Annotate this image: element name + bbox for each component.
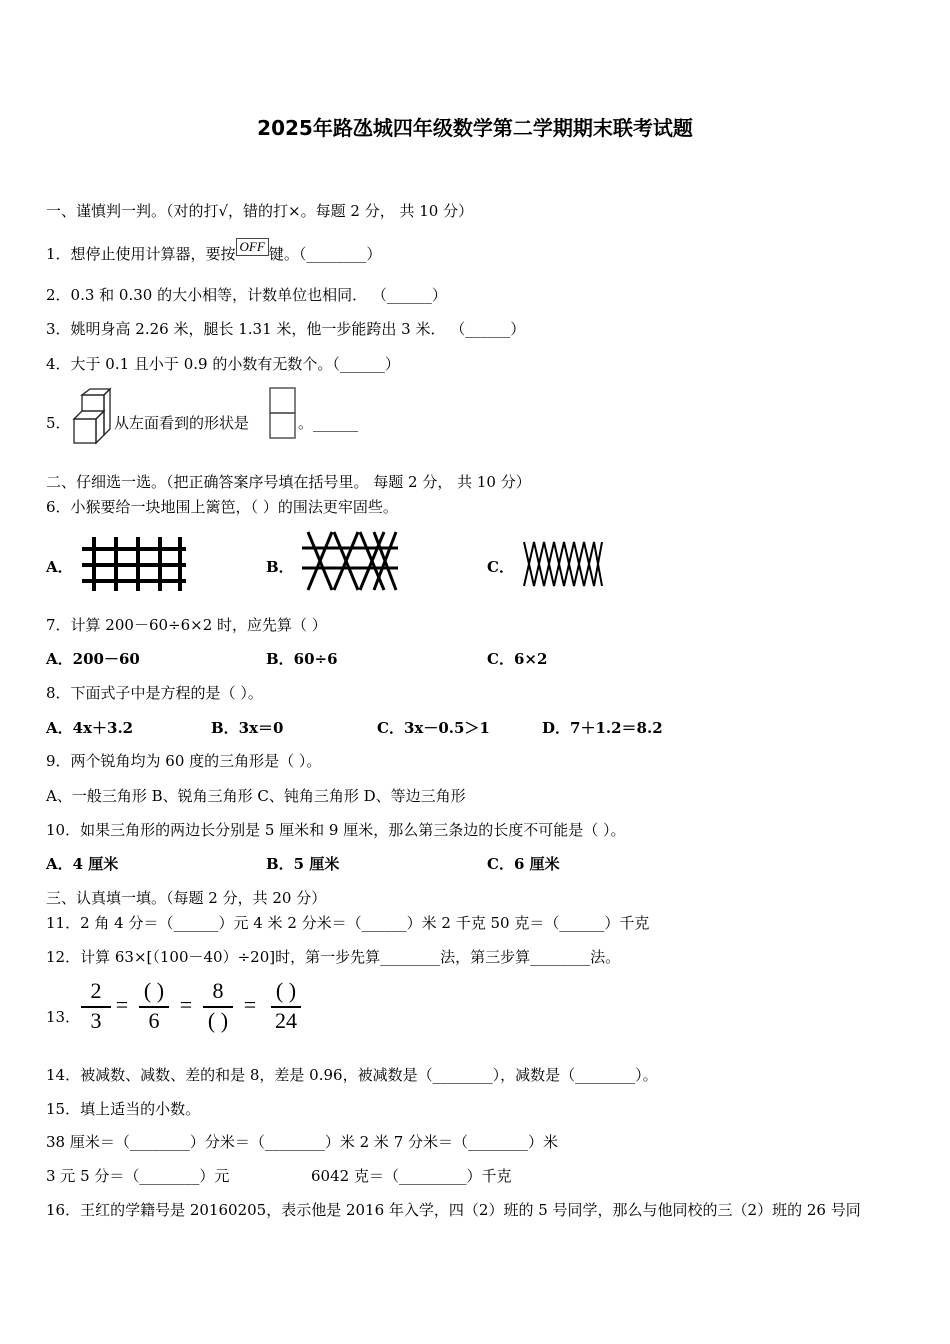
q5-end: 。______: [298, 414, 359, 432]
q13-number: 13．: [46, 1008, 81, 1026]
equals-1: =: [115, 992, 129, 1017]
q10-option-b: B．5 厘米: [266, 855, 340, 873]
q1-post: 键。（________）: [268, 245, 382, 263]
q5-text: 从左面看到的形状是: [114, 414, 250, 432]
cube-stack-icon: [70, 387, 112, 447]
question-8: 8．下面式子中是方程的是（ ）。: [46, 684, 263, 702]
q5-number: 5．: [46, 414, 71, 432]
question-7: 7．计算 200－60÷6×2 时，应先算（ ）: [46, 616, 327, 634]
grid-fence-icon: [80, 535, 190, 593]
q8-option-c: C．3x－0.5＞1: [377, 719, 490, 737]
question-14: 14．被减数、减数、差的和是 8，差是 0.96，被减数是（________），减数是（________）。: [46, 1066, 658, 1084]
off-key-icon: OFF: [236, 238, 269, 256]
question-3: 3．姚明身高 2.26 米，腿长 1.31 米，他一步能跨出 3 米． （______）: [46, 320, 526, 338]
diamond-fence-icon: [300, 530, 400, 592]
question-16: 16．王红的学籍号是 20160205，表示他是 2016 年入学，四（2）班的 5 号同学，那么与他同校的三（2）班的 26 号同: [46, 1201, 861, 1219]
frac4-numerator: ( ): [275, 978, 297, 1003]
question-4: 4．大于 0.1 且小于 0.9 的小数有无数个。（______）: [46, 355, 400, 373]
question-15: 15．填上适当的小数。: [46, 1100, 201, 1118]
section3-header: 三、认真填一填。（每题 2 分，共 20 分）: [46, 889, 327, 907]
frac3-denominator: ( ): [207, 1008, 229, 1033]
q15-line-a: 38 厘米＝（________）分米＝（________）米 2 米 7 分米＝（________）米: [46, 1133, 559, 1151]
question-1: [46, 238, 381, 264]
q8-option-a: A．4x＋3.2: [46, 719, 134, 737]
q1-pre: 1．想停止使用计算器，要按: [46, 245, 236, 263]
zigzag-fence-icon: [520, 538, 604, 590]
q15-line-b1: 3 元 5 分＝（________）元: [46, 1167, 230, 1185]
frac4-denominator: 24: [275, 1008, 297, 1033]
left-view-shape-icon: [268, 386, 298, 442]
equals-3: =: [243, 992, 257, 1017]
frac2-denominator: 6: [148, 1008, 160, 1033]
q6-option-c: C．: [487, 558, 514, 576]
q9-options: A、一般三角形 B、锐角三角形 C、钝角三角形 D、等边三角形: [46, 787, 466, 805]
question-12: 12．计算 63×[（100－40）÷20]时，第一步先算________法，第三步算________法。: [46, 948, 621, 966]
q10-option-a: A．4 厘米: [46, 855, 119, 873]
frac1-numerator: 2: [90, 978, 102, 1003]
q10-option-c: C．6 厘米: [487, 855, 560, 873]
question-11: 11．2 角 4 分＝（______）元 4 米 2 分米＝（______）米 2 千克 50 克＝（______）千克: [46, 914, 650, 932]
frac3-numerator: 8: [212, 978, 224, 1003]
question-10: 10．如果三角形的两边长分别是 5 厘米和 9 厘米，那么第三条边的长度不可能是（ ）。: [46, 821, 626, 839]
fraction-equation: [80, 978, 310, 1038]
question-2: 2．0.3 和 0.30 的大小相等，计数单位也相同． （______）: [46, 286, 447, 304]
frac2-numerator: ( ): [143, 978, 165, 1003]
q8-option-d: D．7＋1.2＝8.2: [542, 719, 663, 737]
section1-header: 一、谨慎判一判。（对的打√，错的打×。每题 2 分， 共 10 分）: [46, 202, 474, 220]
q8-option-b: B．3x＝0: [211, 719, 284, 737]
equals-2: =: [179, 992, 193, 1017]
q7-option-b: B．60÷6: [266, 650, 338, 668]
page-title: 2025年路氹城四年级数学第二学期期末联考试题: [257, 116, 693, 140]
q6-option-a: A．: [46, 558, 73, 576]
frac1-denominator: 3: [90, 1008, 102, 1033]
question-9: 9．两个锐角均为 60 度的三角形是（ ）。: [46, 752, 322, 770]
question-6: 6．小猴要给一块地围上篱笆，（ ）的围法更牢固些。: [46, 498, 398, 516]
q6-option-b: B．: [266, 558, 294, 576]
section2-header: 二、仔细选一选。（把正确答案序号填在括号里。 每题 2 分， 共 10 分）: [46, 473, 531, 491]
q7-option-c: C．6×2: [487, 650, 548, 668]
q7-option-a: A．200－60: [46, 650, 140, 668]
q15-line-b2: 6042 克＝（_________）千克: [311, 1167, 512, 1185]
